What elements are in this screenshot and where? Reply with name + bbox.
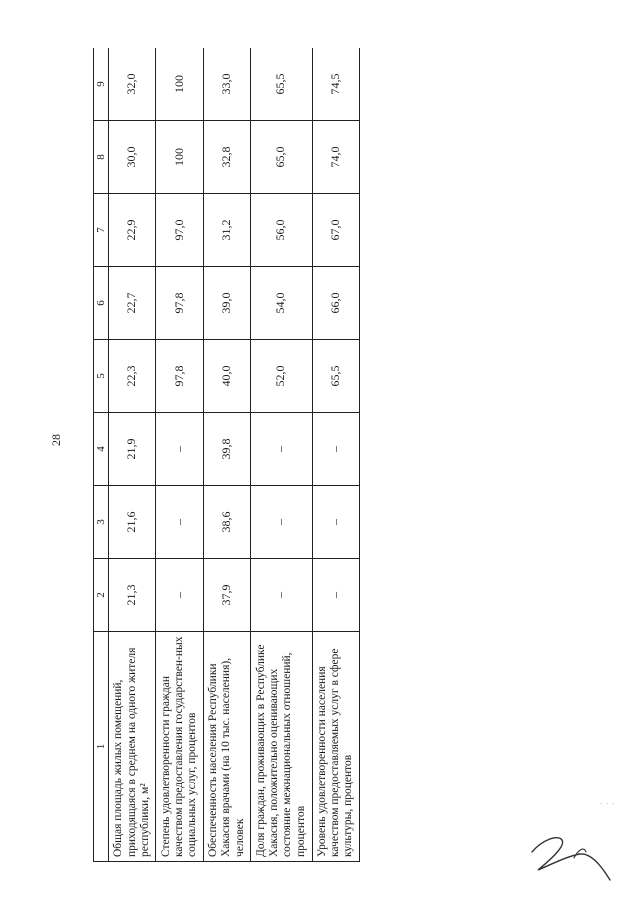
table-cell: 100: [156, 121, 203, 194]
indicator-table: [93, 48, 360, 862]
column-header: 8: [94, 121, 109, 194]
table-cell: 39,0: [203, 267, 250, 340]
table-cell: –: [251, 559, 312, 632]
table-cell: 21,3: [109, 559, 156, 632]
table-cell: 65,5: [251, 48, 312, 121]
row-label: Доля граждан, проживающих в Республике Хакасия, положительно оценивающих состояние межнациональных отношений, процентов: [251, 632, 312, 862]
column-header: 3: [94, 486, 109, 559]
table-cell: 39,8: [203, 413, 250, 486]
table-cell: 32,8: [203, 121, 250, 194]
table-cell: 22,3: [109, 340, 156, 413]
table-cell: 37,9: [203, 559, 250, 632]
table-cell: –: [312, 413, 359, 486]
table-cell: 66,0: [312, 267, 359, 340]
table-cell: 100: [156, 48, 203, 121]
table-cell: 30,0: [109, 121, 156, 194]
table-cell: 65,5: [312, 340, 359, 413]
table-row: [109, 48, 156, 862]
table-cell: –: [156, 413, 203, 486]
table-cell: 21,6: [109, 486, 156, 559]
column-header: 5: [94, 340, 109, 413]
table-cell: –: [156, 559, 203, 632]
column-header: 7: [94, 194, 109, 267]
table-cell: 32,0: [109, 48, 156, 121]
column-header: 2: [94, 559, 109, 632]
table-cell: 38,6: [203, 486, 250, 559]
table-cell: –: [312, 559, 359, 632]
table-container: [93, 48, 360, 862]
signature-icon: [528, 830, 612, 882]
table-cell: 67,0: [312, 194, 359, 267]
table-cell: 22,7: [109, 267, 156, 340]
table-row: [312, 48, 359, 862]
table-cell: 65,0: [251, 121, 312, 194]
table-cell: 74,5: [312, 48, 359, 121]
table-cell: –: [156, 486, 203, 559]
column-header: 4: [94, 413, 109, 486]
column-header: 1: [94, 632, 109, 862]
rotated-table-frame: [93, 48, 360, 862]
table-cell: 97,8: [156, 340, 203, 413]
table-cell: 40,0: [203, 340, 250, 413]
table-cell: 54,0: [251, 267, 312, 340]
table-cell: –: [251, 486, 312, 559]
table-cell: 31,2: [203, 194, 250, 267]
table-cell: 56,0: [251, 194, 312, 267]
table-cell: 52,0: [251, 340, 312, 413]
row-label: Общая площадь жилых помещений, приходящаяся в среднем на одного жителя республики, м²: [109, 632, 156, 862]
scan-noise: · · ·: [600, 800, 616, 808]
table-cell: 33,0: [203, 48, 250, 121]
row-label: Обеспеченность населения Республики Хакасия врачами (на 10 тыс. населения), человек: [203, 632, 250, 862]
table-cell: 97,8: [156, 267, 203, 340]
table-row: [203, 48, 250, 862]
table-cell: 22,9: [109, 194, 156, 267]
table-row: [251, 48, 312, 862]
page-number: 28: [49, 434, 63, 446]
table-cell: 21,9: [109, 413, 156, 486]
row-label: Уровень удовлетворенности населения качеством предоставляемых услуг в сфере культуры, процентов: [312, 632, 359, 862]
table-cell: –: [312, 486, 359, 559]
table-cell: 97,0: [156, 194, 203, 267]
column-header: 9: [94, 48, 109, 121]
table-row: [156, 48, 203, 862]
column-header: 6: [94, 267, 109, 340]
table-cell: –: [251, 413, 312, 486]
table-cell: 74,0: [312, 121, 359, 194]
table-header-row: [94, 48, 109, 862]
row-label: Степень удовлетворенности граждан качеством предоставления государствен-ных социальных услуг, процентов: [156, 632, 203, 862]
